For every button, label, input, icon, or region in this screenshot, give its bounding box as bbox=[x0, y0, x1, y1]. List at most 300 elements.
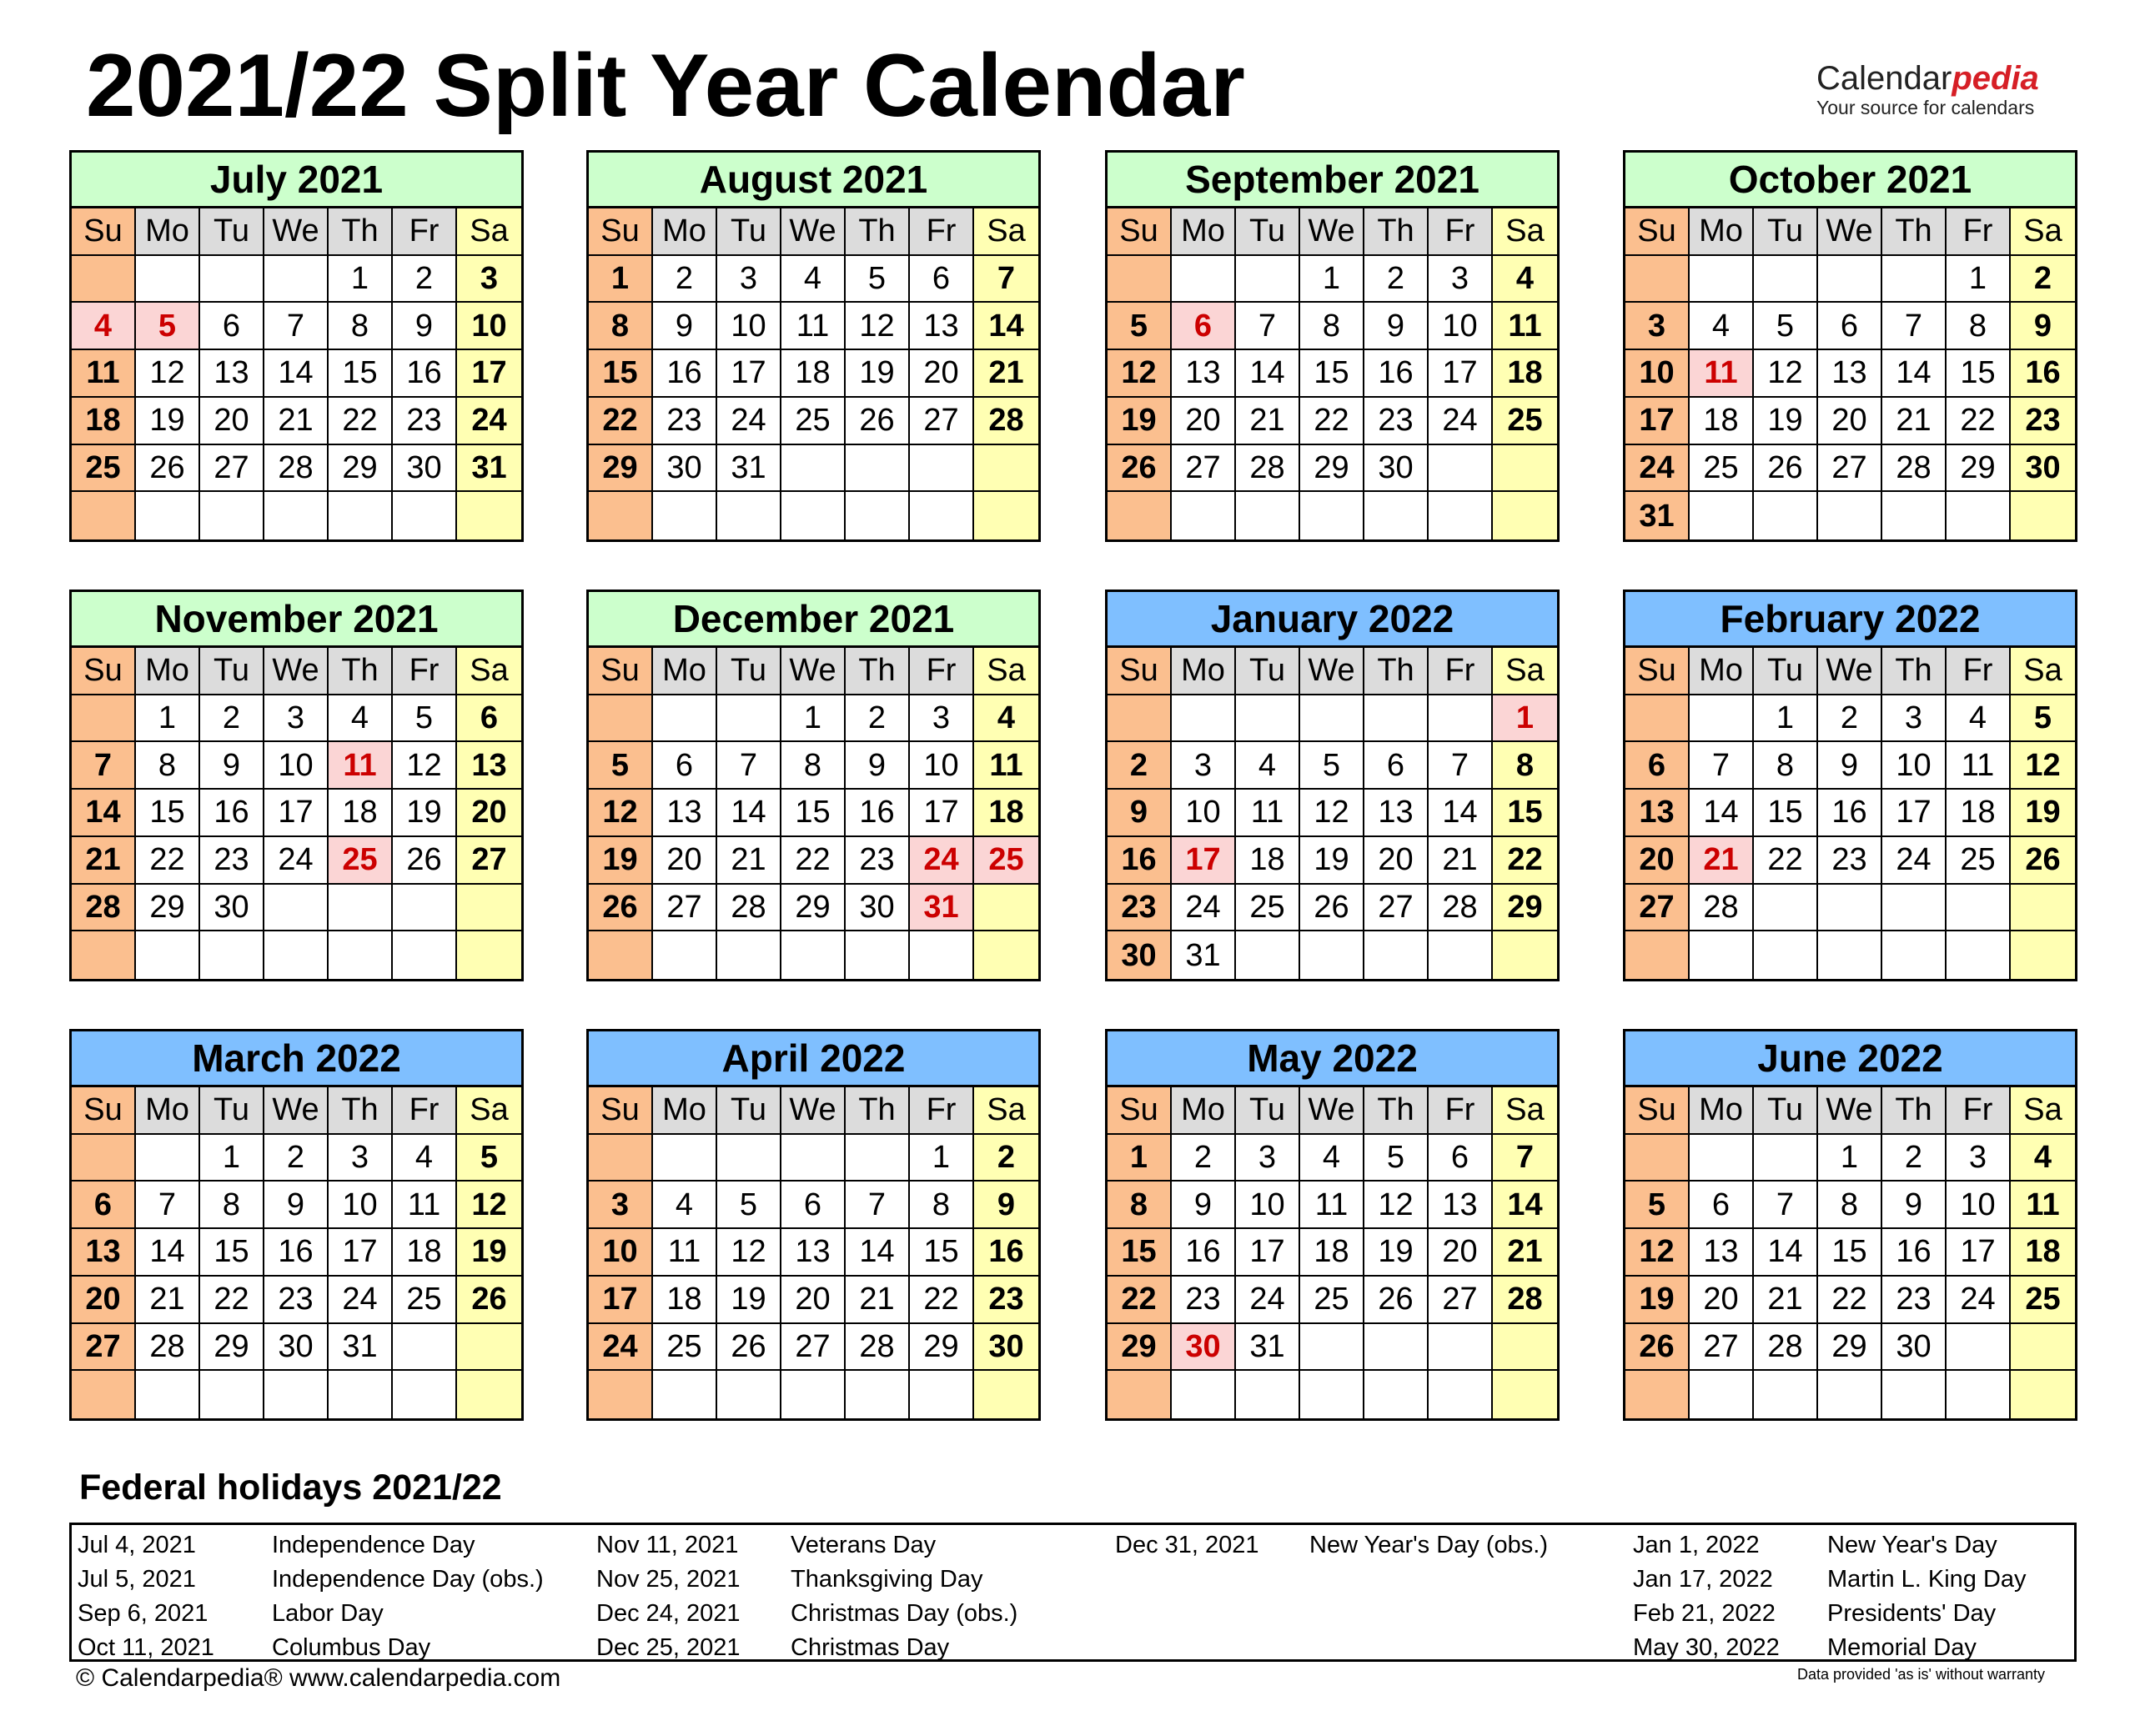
day-cell: 8 bbox=[589, 303, 653, 350]
empty-cell bbox=[1108, 695, 1172, 743]
day-cell: 22 bbox=[1493, 837, 1557, 885]
empty-cell bbox=[1882, 256, 1947, 304]
day-cell: 24 bbox=[717, 398, 781, 445]
weekday-header: Th bbox=[1364, 208, 1429, 256]
day-cell: 21 bbox=[1429, 837, 1493, 885]
day-cell: 29 bbox=[200, 1324, 264, 1372]
day-cell: 4 bbox=[653, 1182, 717, 1229]
day-cell: 23 bbox=[393, 398, 457, 445]
day-cell: 4 bbox=[2011, 1135, 2075, 1182]
day-cell: 11 bbox=[329, 742, 393, 790]
empty-cell bbox=[1690, 695, 1754, 743]
day-cell: 27 bbox=[457, 837, 521, 885]
weekday-header: Th bbox=[846, 208, 910, 256]
day-cell: 19 bbox=[2011, 790, 2075, 837]
day-cell: 16 bbox=[2011, 350, 2075, 398]
day-cell: 27 bbox=[72, 1324, 136, 1372]
brand-logo[interactable] bbox=[1816, 60, 2075, 119]
day-cell: 11 bbox=[974, 742, 1038, 790]
day-cell: 31 bbox=[910, 885, 974, 932]
day-cell: 29 bbox=[910, 1324, 974, 1372]
day-cell: 7 bbox=[264, 303, 329, 350]
day-cell: 11 bbox=[653, 1229, 717, 1277]
weekday-header: Mo bbox=[1690, 648, 1754, 695]
day-cell: 23 bbox=[200, 837, 264, 885]
day-cell: 21 bbox=[846, 1277, 910, 1324]
day-cell: 22 bbox=[910, 1277, 974, 1324]
day-cell: 21 bbox=[717, 837, 781, 885]
day-cell: 25 bbox=[781, 398, 846, 445]
month-grid bbox=[1625, 1087, 2075, 1418]
day-cell: 11 bbox=[72, 350, 136, 398]
weekday-header: Mo bbox=[136, 648, 200, 695]
empty-cell bbox=[329, 492, 393, 539]
empty-cell bbox=[1947, 931, 2011, 979]
day-cell: 15 bbox=[589, 350, 653, 398]
day-cell: 20 bbox=[457, 790, 521, 837]
weekday-header: Sa bbox=[2011, 648, 2075, 695]
weekday-header: Sa bbox=[1493, 648, 1557, 695]
empty-cell bbox=[1882, 885, 1947, 932]
day-cell: 30 bbox=[264, 1324, 329, 1372]
day-cell: 5 bbox=[1108, 303, 1172, 350]
month-grid bbox=[589, 1087, 1038, 1418]
weekday-header: Su bbox=[1108, 1087, 1172, 1135]
day-cell: 26 bbox=[1625, 1324, 1690, 1372]
empty-cell bbox=[1818, 931, 1882, 979]
day-cell: 14 bbox=[1429, 790, 1493, 837]
empty-cell bbox=[329, 931, 393, 979]
day-cell: 22 bbox=[781, 837, 846, 885]
day-cell: 12 bbox=[1108, 350, 1172, 398]
day-cell: 4 bbox=[1300, 1135, 1364, 1182]
day-cell: 11 bbox=[1300, 1182, 1364, 1229]
empty-cell bbox=[72, 695, 136, 743]
empty-cell bbox=[264, 885, 329, 932]
empty-cell bbox=[1172, 492, 1236, 539]
weekday-header: Fr bbox=[910, 648, 974, 695]
weekday-header: Su bbox=[589, 208, 653, 256]
day-cell: 3 bbox=[1236, 1135, 1300, 1182]
day-cell: 22 bbox=[200, 1277, 264, 1324]
holiday-date: Feb 21, 2022 bbox=[1633, 1600, 1776, 1627]
day-cell: 18 bbox=[1300, 1229, 1364, 1277]
day-cell: 21 bbox=[974, 350, 1038, 398]
day-cell: 22 bbox=[1818, 1277, 1882, 1324]
day-cell: 12 bbox=[589, 790, 653, 837]
day-cell: 28 bbox=[717, 885, 781, 932]
day-cell: 26 bbox=[2011, 837, 2075, 885]
empty-cell bbox=[846, 1371, 910, 1418]
holiday-date: Nov 11, 2021 bbox=[596, 1532, 739, 1558]
weekday-header: Fr bbox=[910, 1087, 974, 1135]
holiday-row bbox=[596, 1631, 1017, 1665]
day-cell: 7 bbox=[1493, 1135, 1557, 1182]
day-cell: 26 bbox=[589, 885, 653, 932]
day-cell: 23 bbox=[653, 398, 717, 445]
holiday-row bbox=[78, 1563, 544, 1597]
day-cell: 26 bbox=[1364, 1277, 1429, 1324]
day-cell: 24 bbox=[1882, 837, 1947, 885]
day-cell: 7 bbox=[72, 742, 136, 790]
footer-disclaimer: Data provided 'as is' without warranty bbox=[1797, 1666, 2046, 1683]
day-cell: 16 bbox=[1882, 1229, 1947, 1277]
weekday-header: Mo bbox=[653, 648, 717, 695]
weekday-header: Sa bbox=[974, 1087, 1038, 1135]
day-cell: 14 bbox=[1236, 350, 1300, 398]
weekday-header: Fr bbox=[1947, 1087, 2011, 1135]
empty-cell bbox=[1236, 695, 1300, 743]
empty-cell bbox=[910, 445, 974, 493]
day-cell: 7 bbox=[1690, 742, 1754, 790]
day-cell: 1 bbox=[1300, 256, 1364, 304]
day-cell: 10 bbox=[589, 1229, 653, 1277]
day-cell: 19 bbox=[846, 350, 910, 398]
empty-cell bbox=[781, 1371, 846, 1418]
day-cell: 10 bbox=[717, 303, 781, 350]
empty-cell bbox=[1236, 256, 1300, 304]
weekday-header: We bbox=[1300, 1087, 1364, 1135]
holiday-row bbox=[596, 1563, 1017, 1597]
empty-cell bbox=[1493, 931, 1557, 979]
holiday-date: Dec 24, 2021 bbox=[596, 1600, 741, 1627]
day-cell: 3 bbox=[589, 1182, 653, 1229]
empty-cell bbox=[1300, 1324, 1364, 1372]
day-cell: 29 bbox=[1300, 445, 1364, 493]
empty-cell bbox=[1108, 492, 1172, 539]
empty-cell bbox=[393, 492, 457, 539]
empty-cell bbox=[200, 256, 264, 304]
day-cell: 24 bbox=[457, 398, 521, 445]
empty-cell bbox=[653, 492, 717, 539]
day-cell: 8 bbox=[1493, 742, 1557, 790]
day-cell: 15 bbox=[1754, 790, 1818, 837]
day-cell: 29 bbox=[781, 885, 846, 932]
empty-cell bbox=[1429, 445, 1493, 493]
empty-cell bbox=[1364, 695, 1429, 743]
weekday-header: Mo bbox=[136, 1087, 200, 1135]
empty-cell bbox=[136, 492, 200, 539]
day-cell: 12 bbox=[1300, 790, 1364, 837]
day-cell: 27 bbox=[200, 445, 264, 493]
day-cell: 26 bbox=[846, 398, 910, 445]
holiday-row bbox=[78, 1597, 544, 1631]
day-cell: 27 bbox=[653, 885, 717, 932]
day-cell: 3 bbox=[717, 256, 781, 304]
day-cell: 22 bbox=[589, 398, 653, 445]
month-title: January 2022 bbox=[1108, 592, 1557, 648]
month-calendar bbox=[1105, 1029, 1560, 1421]
weekday-header: Su bbox=[1108, 648, 1172, 695]
weekday-header: Mo bbox=[1690, 1087, 1754, 1135]
empty-cell bbox=[1172, 695, 1236, 743]
day-cell: 31 bbox=[457, 445, 521, 493]
weekday-header: We bbox=[1818, 208, 1882, 256]
day-cell: 6 bbox=[910, 256, 974, 304]
empty-cell bbox=[2011, 1371, 2075, 1418]
day-cell: 21 bbox=[136, 1277, 200, 1324]
day-cell: 18 bbox=[2011, 1229, 2075, 1277]
empty-cell bbox=[1625, 256, 1690, 304]
empty-cell bbox=[1754, 1135, 1818, 1182]
empty-cell bbox=[1947, 1324, 2011, 1372]
weekday-header: Su bbox=[72, 648, 136, 695]
holiday-name: Thanksgiving Day bbox=[791, 1566, 983, 1593]
weekday-header: Tu bbox=[717, 1087, 781, 1135]
empty-cell bbox=[1300, 1371, 1364, 1418]
empty-cell bbox=[1236, 931, 1300, 979]
day-cell: 10 bbox=[910, 742, 974, 790]
day-cell: 15 bbox=[781, 790, 846, 837]
day-cell: 26 bbox=[393, 837, 457, 885]
day-cell: 30 bbox=[2011, 445, 2075, 493]
day-cell: 7 bbox=[1429, 742, 1493, 790]
empty-cell bbox=[781, 445, 846, 493]
empty-cell bbox=[1947, 1371, 2011, 1418]
day-cell: 18 bbox=[1947, 790, 2011, 837]
empty-cell bbox=[1882, 931, 1947, 979]
day-cell: 29 bbox=[1493, 885, 1557, 932]
empty-cell bbox=[717, 492, 781, 539]
empty-cell bbox=[1625, 695, 1690, 743]
day-cell: 7 bbox=[1882, 303, 1947, 350]
empty-cell bbox=[1754, 931, 1818, 979]
empty-cell bbox=[1818, 492, 1882, 539]
day-cell: 13 bbox=[910, 303, 974, 350]
empty-cell bbox=[1364, 1371, 1429, 1418]
day-cell: 8 bbox=[329, 303, 393, 350]
day-cell: 6 bbox=[1364, 742, 1429, 790]
weekday-header: Th bbox=[1364, 648, 1429, 695]
empty-cell bbox=[1493, 1324, 1557, 1372]
empty-cell bbox=[589, 695, 653, 743]
month-title: June 2022 bbox=[1625, 1031, 2075, 1087]
day-cell: 8 bbox=[1947, 303, 2011, 350]
day-cell: 5 bbox=[2011, 695, 2075, 743]
day-cell: 3 bbox=[457, 256, 521, 304]
empty-cell bbox=[393, 931, 457, 979]
empty-cell bbox=[1300, 931, 1364, 979]
month-title: March 2022 bbox=[72, 1031, 521, 1087]
day-cell: 18 bbox=[329, 790, 393, 837]
day-cell: 6 bbox=[1818, 303, 1882, 350]
holiday-column bbox=[1115, 1528, 1548, 1563]
empty-cell bbox=[717, 1135, 781, 1182]
day-cell: 25 bbox=[653, 1324, 717, 1372]
day-cell: 25 bbox=[72, 445, 136, 493]
empty-cell bbox=[974, 1371, 1038, 1418]
month-calendar bbox=[1105, 150, 1560, 542]
month-title: May 2022 bbox=[1108, 1031, 1557, 1087]
empty-cell bbox=[136, 1135, 200, 1182]
weekday-header: We bbox=[1300, 648, 1364, 695]
day-cell: 31 bbox=[329, 1324, 393, 1372]
empty-cell bbox=[72, 931, 136, 979]
weekday-header: Mo bbox=[1172, 208, 1236, 256]
weekday-header: Th bbox=[846, 1087, 910, 1135]
day-cell: 20 bbox=[1364, 837, 1429, 885]
holiday-date: Jan 1, 2022 bbox=[1633, 1532, 1760, 1558]
day-cell: 22 bbox=[329, 398, 393, 445]
empty-cell bbox=[2011, 931, 2075, 979]
day-cell: 14 bbox=[1882, 350, 1947, 398]
empty-cell bbox=[393, 1371, 457, 1418]
empty-cell bbox=[1364, 931, 1429, 979]
day-cell: 17 bbox=[1625, 398, 1690, 445]
holiday-date: May 30, 2022 bbox=[1633, 1634, 1780, 1661]
day-cell: 8 bbox=[136, 742, 200, 790]
day-cell: 23 bbox=[1108, 885, 1172, 932]
day-cell: 24 bbox=[589, 1324, 653, 1372]
day-cell: 10 bbox=[1429, 303, 1493, 350]
empty-cell bbox=[1625, 1371, 1690, 1418]
empty-cell bbox=[1690, 256, 1754, 304]
day-cell: 23 bbox=[2011, 398, 2075, 445]
empty-cell bbox=[1172, 1371, 1236, 1418]
day-cell: 14 bbox=[72, 790, 136, 837]
day-cell: 18 bbox=[653, 1277, 717, 1324]
holiday-date: Jan 17, 2022 bbox=[1633, 1566, 1773, 1593]
holiday-name: Christmas Day (obs.) bbox=[791, 1600, 1018, 1627]
day-cell: 26 bbox=[1300, 885, 1364, 932]
month-title: December 2021 bbox=[589, 592, 1038, 648]
day-cell: 4 bbox=[1493, 256, 1557, 304]
month-title: November 2021 bbox=[72, 592, 521, 648]
day-cell: 23 bbox=[846, 837, 910, 885]
day-cell: 24 bbox=[329, 1277, 393, 1324]
day-cell: 11 bbox=[1690, 350, 1754, 398]
empty-cell bbox=[264, 931, 329, 979]
empty-cell bbox=[589, 492, 653, 539]
weekday-header: Th bbox=[329, 648, 393, 695]
day-cell: 23 bbox=[264, 1277, 329, 1324]
day-cell: 24 bbox=[910, 837, 974, 885]
holiday-column bbox=[596, 1528, 1017, 1665]
holiday-name: Presidents' Day bbox=[1827, 1600, 1997, 1627]
holiday-row bbox=[1115, 1528, 1548, 1563]
holiday-date: Dec 31, 2021 bbox=[1115, 1532, 1259, 1558]
month-grid bbox=[1108, 648, 1557, 979]
empty-cell bbox=[846, 445, 910, 493]
empty-cell bbox=[457, 1324, 521, 1372]
day-cell: 26 bbox=[457, 1277, 521, 1324]
holiday-row bbox=[1633, 1528, 2027, 1563]
day-cell: 27 bbox=[910, 398, 974, 445]
day-cell: 17 bbox=[1236, 1229, 1300, 1277]
holiday-date: Dec 25, 2021 bbox=[596, 1634, 741, 1661]
day-cell: 11 bbox=[781, 303, 846, 350]
day-cell: 3 bbox=[264, 695, 329, 743]
empty-cell bbox=[457, 885, 521, 932]
weekday-header: Th bbox=[1882, 1087, 1947, 1135]
day-cell: 5 bbox=[1754, 303, 1818, 350]
day-cell: 4 bbox=[1947, 695, 2011, 743]
holiday-name: Martin L. King Day bbox=[1827, 1566, 2027, 1593]
empty-cell bbox=[264, 492, 329, 539]
day-cell: 20 bbox=[1625, 837, 1690, 885]
weekday-header: Sa bbox=[457, 648, 521, 695]
empty-cell bbox=[910, 1371, 974, 1418]
day-cell: 1 bbox=[1754, 695, 1818, 743]
day-cell: 10 bbox=[1947, 1182, 2011, 1229]
day-cell: 9 bbox=[653, 303, 717, 350]
day-cell: 19 bbox=[1300, 837, 1364, 885]
day-cell: 24 bbox=[1236, 1277, 1300, 1324]
empty-cell bbox=[457, 1371, 521, 1418]
day-cell: 10 bbox=[1236, 1182, 1300, 1229]
day-cell: 6 bbox=[1172, 303, 1236, 350]
day-cell: 14 bbox=[846, 1229, 910, 1277]
day-cell: 20 bbox=[1818, 398, 1882, 445]
day-cell: 22 bbox=[1754, 837, 1818, 885]
day-cell: 15 bbox=[329, 350, 393, 398]
day-cell: 8 bbox=[1754, 742, 1818, 790]
day-cell: 10 bbox=[1882, 742, 1947, 790]
day-cell: 23 bbox=[1818, 837, 1882, 885]
day-cell: 4 bbox=[974, 695, 1038, 743]
day-cell: 7 bbox=[846, 1182, 910, 1229]
day-cell: 19 bbox=[457, 1229, 521, 1277]
day-cell: 1 bbox=[1108, 1135, 1172, 1182]
day-cell: 31 bbox=[1625, 492, 1690, 539]
day-cell: 2 bbox=[974, 1135, 1038, 1182]
day-cell: 28 bbox=[1754, 1324, 1818, 1372]
day-cell: 6 bbox=[781, 1182, 846, 1229]
day-cell: 19 bbox=[1108, 398, 1172, 445]
empty-cell bbox=[1818, 885, 1882, 932]
day-cell: 26 bbox=[1754, 445, 1818, 493]
day-cell: 8 bbox=[1300, 303, 1364, 350]
empty-cell bbox=[1947, 492, 2011, 539]
day-cell: 30 bbox=[1172, 1324, 1236, 1372]
day-cell: 3 bbox=[1172, 742, 1236, 790]
day-cell: 15 bbox=[1108, 1229, 1172, 1277]
day-cell: 20 bbox=[1172, 398, 1236, 445]
weekday-header: Sa bbox=[974, 208, 1038, 256]
day-cell: 30 bbox=[974, 1324, 1038, 1372]
holiday-name: Christmas Day bbox=[791, 1634, 950, 1661]
empty-cell bbox=[653, 931, 717, 979]
day-cell: 27 bbox=[1429, 1277, 1493, 1324]
empty-cell bbox=[1364, 1324, 1429, 1372]
weekday-header: Tu bbox=[1754, 648, 1818, 695]
weekday-header: We bbox=[264, 648, 329, 695]
month-calendar bbox=[1623, 590, 2077, 981]
empty-cell bbox=[1690, 492, 1754, 539]
footer-copyright: © Calendarpedia® www.calendarpedia.com bbox=[76, 1664, 561, 1692]
weekday-header: Fr bbox=[1429, 648, 1493, 695]
day-cell: 17 bbox=[589, 1277, 653, 1324]
day-cell: 19 bbox=[589, 837, 653, 885]
holiday-name: Independence Day bbox=[272, 1532, 475, 1558]
day-cell: 20 bbox=[200, 398, 264, 445]
day-cell: 25 bbox=[1947, 837, 2011, 885]
holiday-date: Nov 25, 2021 bbox=[596, 1566, 741, 1593]
day-cell: 30 bbox=[393, 445, 457, 493]
month-grid bbox=[589, 208, 1038, 539]
day-cell: 14 bbox=[264, 350, 329, 398]
day-cell: 11 bbox=[393, 1182, 457, 1229]
month-calendar bbox=[69, 150, 524, 542]
month-title: April 2022 bbox=[589, 1031, 1038, 1087]
empty-cell bbox=[910, 492, 974, 539]
day-cell: 23 bbox=[1364, 398, 1429, 445]
empty-cell bbox=[717, 695, 781, 743]
holiday-name: Memorial Day bbox=[1827, 1634, 1977, 1661]
month-calendar bbox=[1623, 150, 2077, 542]
empty-cell bbox=[1690, 1371, 1754, 1418]
day-cell: 4 bbox=[781, 256, 846, 304]
